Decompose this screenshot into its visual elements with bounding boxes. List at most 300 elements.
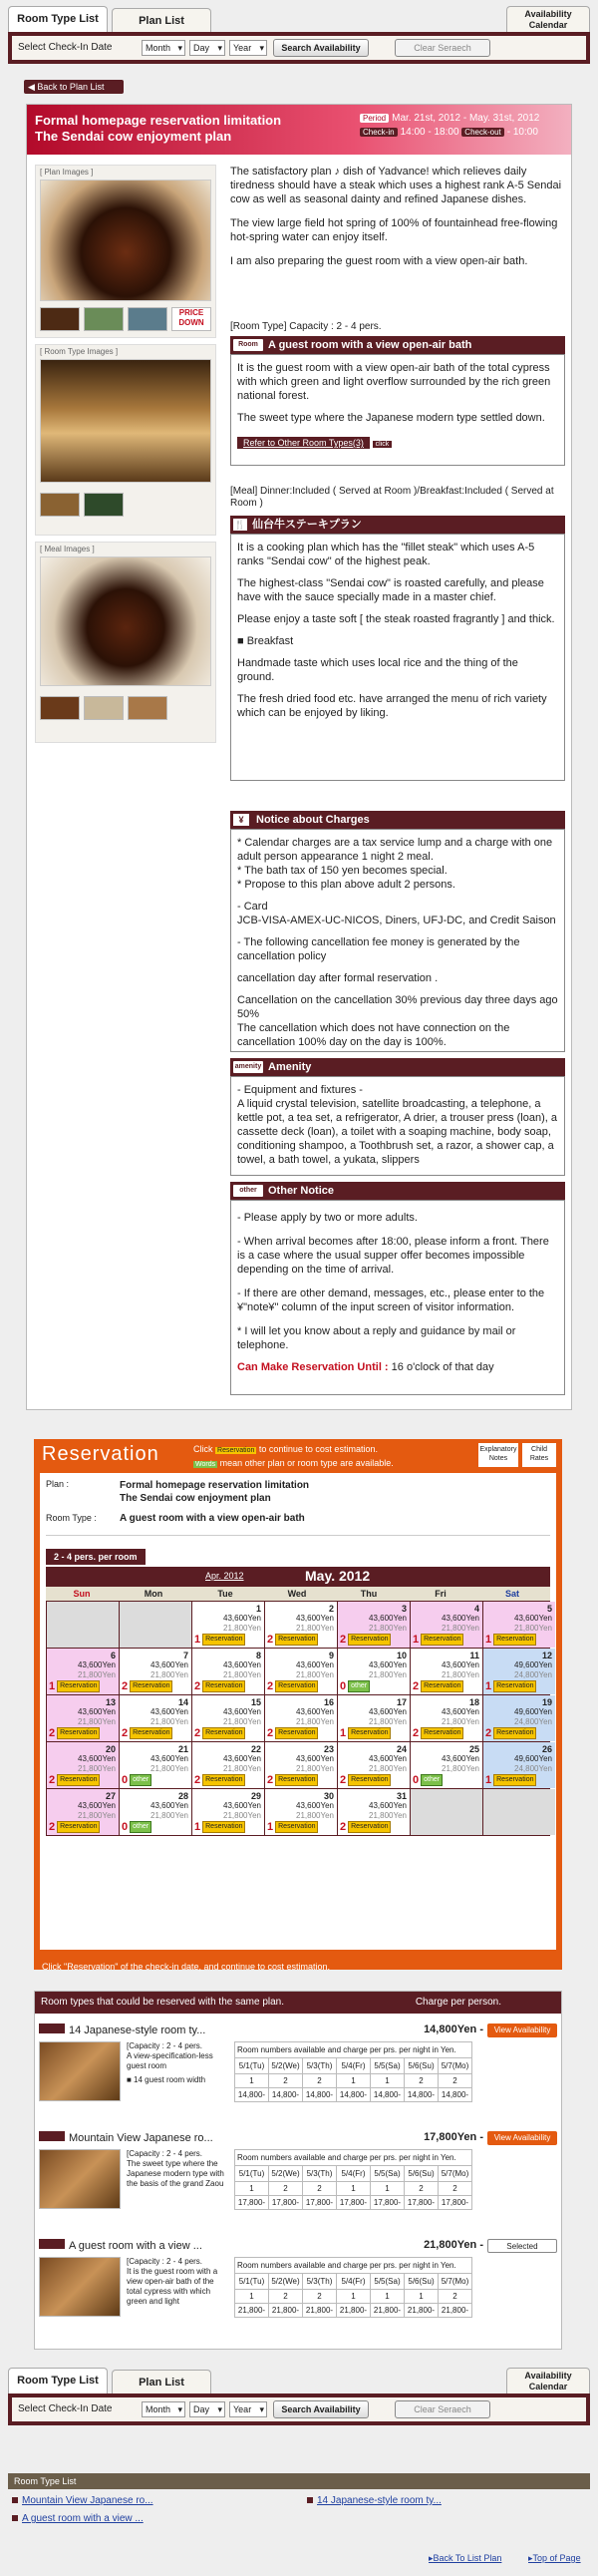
day-number: 29 (250, 1791, 261, 1801)
plan-period: Period Mar. 21st, 2012 - May. 31st, 2012 Check-in 14:00 - 18:00 Check-out - 10:00 (360, 113, 539, 138)
price-adult2: 43,600Yen (369, 1614, 407, 1623)
day-number: 10 (396, 1651, 407, 1660)
room-type-list-title: Room Type List (8, 2473, 590, 2489)
meal-thumb-1[interactable] (40, 696, 80, 720)
rooms-left: 1 (485, 1680, 492, 1692)
calendar-day (411, 1789, 482, 1835)
room-desc: [Capacity : 2 - 4 pers. A view-specification-less guest room ■ 14 guest room width (127, 2041, 213, 2084)
room-thumbnail[interactable] (39, 2041, 121, 2101)
bottom-clear-button[interactable]: Clear Seraech (395, 2400, 490, 2418)
weekday-mon: Mon (144, 1589, 163, 1599)
price-per-person: 21,800Yen (150, 1811, 188, 1820)
calendar-day[interactable] (338, 1602, 410, 1648)
other-available-badge[interactable]: other (130, 1774, 151, 1786)
day-number: 25 (468, 1744, 479, 1754)
bullet-icon (307, 2497, 313, 2503)
other-available-badge[interactable]: other (348, 1680, 370, 1692)
calendar-day[interactable] (483, 1695, 555, 1741)
price-adult2: 43,600Yen (442, 1614, 479, 1623)
room-price: 17,800- (405, 2196, 439, 2210)
rooms-left: 2 (413, 1680, 420, 1692)
search-bar (8, 32, 590, 64)
meal-thumb-2[interactable] (84, 696, 124, 720)
plan-thumb-3[interactable] (128, 307, 167, 331)
rooms-count[interactable]: 2 (439, 2290, 472, 2304)
amenity-notice: - Equipment and fixtures - A liquid crystal television, satellite broadcasting, a telephone, a kettle pot, a tea set, a refrigerator, A drier, a trouser press (loan), a cassette deck (loan), a toilet with a soaping machine, body soap, conditioning shampoo, a Toothbrush set, a razor, a shower cap, a towel, a bath towel, a yukata, slippers (230, 1076, 565, 1176)
room-type-name[interactable]: A guest room with a view ... (39, 2239, 202, 2253)
price-per-person: 21,800Yen (223, 1624, 261, 1633)
room-type-name[interactable]: Mountain View Japanese ro... (39, 2131, 213, 2145)
calendar-day[interactable] (47, 1742, 119, 1788)
price-per-person: 21,800Yen (369, 1624, 407, 1633)
reservation-button[interactable]: Reservation (202, 1821, 245, 1833)
calendar-day[interactable] (411, 1742, 482, 1788)
reservation-button[interactable]: Reservation (493, 1680, 536, 1692)
until-label: Can Make Reservation Until : (237, 1361, 389, 1373)
price-adult2: 43,600Yen (442, 1707, 479, 1716)
child-rates-button[interactable]: Child Rates (522, 1443, 556, 1467)
price-adult2: 43,600Yen (296, 1707, 334, 1716)
plan-header (27, 105, 571, 155)
date-col: 5/6(Su) (405, 2166, 439, 2182)
price-adult2: 43,600Yen (296, 1801, 334, 1810)
price-adult2: 43,600Yen (150, 1660, 188, 1669)
price-per-person: 21,800Yen (369, 1670, 407, 1679)
day-number: 30 (323, 1791, 334, 1801)
rooms-left: 2 (485, 1727, 492, 1739)
room-price: 14,800- (235, 2088, 269, 2102)
date-col: 5/7(Mo) (439, 2274, 472, 2290)
steak-photo[interactable] (40, 180, 211, 301)
reservation-button[interactable]: Reservation (348, 1821, 391, 1833)
weekday-sun: Sun (73, 1589, 91, 1599)
reservation-button[interactable]: Reservation (275, 1727, 318, 1739)
prev-month-link[interactable]: Apr. 2012 (205, 1571, 244, 1581)
room-price: 14,800- (303, 2088, 337, 2102)
price-per-person: 21,800Yen (78, 1670, 116, 1679)
room-thumb-2[interactable] (84, 493, 124, 517)
rooms-count[interactable]: 1 (337, 2290, 371, 2304)
room-images-label: [ Room Type Images ] (40, 347, 119, 356)
rooms-count[interactable]: 2 (439, 2182, 472, 2196)
calendar-day[interactable] (411, 1649, 482, 1694)
room-price: 21,800- (235, 2304, 269, 2318)
rooms-count[interactable]: 1 (371, 2182, 405, 2196)
day-number: 8 (255, 1651, 261, 1660)
rooms-left: 1 (194, 1821, 201, 1833)
date-col: 5/6(Su) (405, 2058, 439, 2074)
other-available-badge[interactable]: other (421, 1774, 443, 1786)
reservation-button[interactable]: Reservation (57, 1680, 100, 1692)
rooms-left: 2 (267, 1680, 274, 1692)
calendar-day[interactable] (192, 1649, 264, 1694)
day-number: 2 (328, 1604, 334, 1614)
price-per-person: 21,800Yen (442, 1624, 479, 1633)
room-price: 17,800- (269, 2196, 303, 2210)
weekday-row (46, 1587, 550, 1601)
rooms-count[interactable]: 1 (405, 2290, 439, 2304)
reservation-button[interactable]: Reservation (493, 1774, 536, 1786)
room-link-14-japanese[interactable]: 14 Japanese-style room ty... (307, 2495, 442, 2506)
calendar-day[interactable] (265, 1742, 337, 1788)
view-availability-button[interactable]: Selected (487, 2239, 557, 2253)
back-to-list-plan-link[interactable]: ▸Back To List Plan (429, 2553, 502, 2563)
calendar-day[interactable] (338, 1742, 410, 1788)
rooms-left: 2 (340, 1821, 347, 1833)
rooms-count[interactable]: 2 (405, 2074, 439, 2088)
reservation-button[interactable]: Reservation (493, 1727, 536, 1739)
rooms-count[interactable]: 1 (235, 2074, 269, 2088)
search-availability-button[interactable]: Search Availability (273, 39, 369, 57)
res-room-type: A guest room with a view open-air bath (120, 1513, 305, 1524)
day-number: 3 (401, 1604, 407, 1614)
view-availability-button[interactable]: View Availability (487, 2131, 557, 2145)
rooms-left: 1 (485, 1774, 492, 1786)
explanatory-notes-button[interactable]: Explanatory Notes (478, 1443, 518, 1467)
calendar-day[interactable] (192, 1789, 264, 1835)
price-adult2: 43,600Yen (223, 1754, 261, 1763)
calendar-day[interactable] (338, 1649, 410, 1694)
reservation-button[interactable]: Reservation (493, 1634, 536, 1646)
arrow-icon: ▸ (429, 2553, 434, 2563)
rooms-left: 2 (122, 1680, 129, 1692)
bottom-search-button[interactable]: Search Availability (273, 2400, 369, 2418)
calendar-day[interactable] (120, 1695, 191, 1741)
price-per-person: 21,800Yen (296, 1764, 334, 1773)
arrow-icon: ▸ (528, 2553, 533, 2563)
meal-photo[interactable] (40, 556, 211, 686)
calendar-day[interactable] (47, 1695, 119, 1741)
rooms-count[interactable]: 2 (269, 2074, 303, 2088)
rooms-left: 2 (413, 1727, 420, 1739)
reservation-button[interactable]: Reservation (202, 1680, 245, 1692)
calendar-day[interactable] (338, 1695, 410, 1741)
price-adult2: 49,600Yen (514, 1660, 552, 1669)
other-notice: - Please apply by two or more adults. - When arrival becomes after 18:00, please inform a front. There is a case where the usual supper offer becomes impossible depending on the time of arrival. - If there are other demand, messages, etc., please enter to the ¥"note¥" column of the input screen of visitor information. * I will let you know about a reply and guidance by mail or telephone. Can Make Reservation Until : 16 o'clock of that day (230, 1200, 565, 1395)
bottom-search-bar (8, 2393, 590, 2425)
bullet-icon (12, 2497, 18, 2503)
rooms-count[interactable]: 1 (337, 2182, 371, 2196)
bottom-tabs (8, 2368, 590, 2393)
date-col: 5/7(Mo) (439, 2058, 472, 2074)
view-availability-button[interactable]: View Availability (487, 2024, 557, 2037)
price-per-person: 21,800Yen (223, 1764, 261, 1773)
rooms-count[interactable]: 2 (269, 2182, 303, 2196)
day-number: 9 (328, 1651, 334, 1660)
price-per-person: 21,800Yen (150, 1717, 188, 1726)
calendar-day[interactable] (265, 1602, 337, 1648)
room-desc: [Capacity : 2 - 4 pers. It is the guest room with a view open-air bath of the total cypress with which green and light (127, 2257, 218, 2306)
rooms-count[interactable]: 2 (303, 2182, 337, 2196)
reservation-button[interactable]: Reservation (348, 1727, 391, 1739)
calendar-day[interactable] (411, 1602, 482, 1648)
date-col: 5/7(Mo) (439, 2166, 472, 2182)
date-col: 5/2(We) (269, 2166, 303, 2182)
calendar-day[interactable] (265, 1695, 337, 1741)
room-type-list (8, 2473, 590, 2543)
room-badge-icon (39, 2131, 65, 2141)
room-availability-table: Room numbers available and charge per prs. per night in Yen. 5/1(Tu) 5/2(We) 5/3(Th) 5/4(Fr) 5/5(Sa) 5/6(Su) 5/7(Mo) 1 2 2 1 1 2 2 17,800- 17,800- 17,800- 17,800- 17,800- 17,800- 17,800- (234, 2149, 472, 2210)
calendar-day[interactable] (265, 1649, 337, 1694)
other-notice-bar: other Other Notice (230, 1182, 565, 1200)
rooms-left: 1 (49, 1680, 56, 1692)
date-col: 5/3(Th) (303, 2274, 337, 2290)
price-adult2: 43,600Yen (150, 1801, 188, 1810)
rooms-left: 1 (340, 1727, 347, 1739)
reservation-button[interactable]: Reservation (57, 1774, 100, 1786)
room-price: 14,800- (439, 2088, 472, 2102)
room-link-mountain[interactable]: Mountain View Japanese ro... (12, 2495, 153, 2506)
price-adult2: 49,600Yen (514, 1707, 552, 1716)
other-room-types-link[interactable]: Refer to Other Room Types(3) (237, 437, 370, 449)
bottom-tab-room-type-list[interactable]: Room Type List (8, 2368, 108, 2393)
month-select[interactable]: Month ▾ (142, 40, 185, 56)
meal-images-label: [ Meal Images ] (40, 545, 95, 553)
calendar-day[interactable] (120, 1649, 191, 1694)
other-tag: other (233, 1185, 263, 1197)
rooms-left: 1 (267, 1821, 274, 1833)
calendar-day[interactable] (192, 1602, 264, 1648)
reservation-button[interactable]: Reservation (421, 1680, 463, 1692)
price-adult2: 43,600Yen (442, 1754, 479, 1763)
reservation-button[interactable]: Reservation (421, 1634, 463, 1646)
price-adult2: 43,600Yen (369, 1801, 407, 1810)
current-month: May. 2012 (305, 1568, 371, 1584)
reservation-button[interactable]: Reservation (348, 1634, 391, 1646)
rooms-count[interactable]: 1 (371, 2074, 405, 2088)
price-adult2: 43,600Yen (369, 1754, 407, 1763)
rooms-count[interactable]: 1 (235, 2290, 269, 2304)
calendar-day[interactable] (47, 1649, 119, 1694)
calendar-day[interactable] (483, 1602, 555, 1648)
amenity-bar: amenity Amenity (230, 1058, 565, 1076)
weekday-sat: Sat (504, 1589, 519, 1599)
bottom-day-select[interactable]: Day ▾ (189, 2401, 225, 2417)
rooms-left: 0 (413, 1774, 420, 1786)
room-type-row (39, 2129, 557, 2235)
plan-images (35, 165, 216, 338)
calendar-day[interactable] (120, 1789, 191, 1835)
price-adult2: 43,600Yen (150, 1754, 188, 1763)
reservation-button[interactable]: Reservation (202, 1727, 245, 1739)
reservation-button[interactable]: Reservation (57, 1821, 100, 1833)
day-number: 13 (105, 1697, 116, 1707)
reservation-button[interactable]: Reservation (275, 1680, 318, 1692)
price-down-thumb[interactable]: PRICE DOWN (171, 307, 211, 331)
bottom-tab-availability[interactable]: Availability Calendar (506, 2368, 590, 2393)
price-per-person: 21,800Yen (78, 1811, 116, 1820)
calendar-day[interactable] (192, 1742, 264, 1788)
rooms-left: 0 (122, 1774, 129, 1786)
rooms-count[interactable]: 1 (235, 2182, 269, 2196)
reservation-button[interactable]: Reservation (348, 1774, 391, 1786)
top-tabs (8, 6, 590, 32)
date-col: 5/5(Sa) (371, 2274, 405, 2290)
room-type-name[interactable]: 14 Japanese-style room ty... (39, 2024, 205, 2037)
calendar-day[interactable] (411, 1695, 482, 1741)
calendar-day[interactable] (47, 1789, 119, 1835)
rooms-count[interactable]: 2 (303, 2074, 337, 2088)
room-type-tag: Room (233, 339, 263, 351)
weekday-fri: Fri (435, 1589, 447, 1599)
price-per-person: 21,800Yen (442, 1764, 479, 1773)
reservation-button[interactable]: Reservation (421, 1727, 463, 1739)
price-per-person: 24,800Yen (514, 1717, 552, 1726)
price-adult2: 43,600Yen (369, 1707, 407, 1716)
calendar-day[interactable] (483, 1649, 555, 1694)
price-per-person: 21,800Yen (369, 1811, 407, 1820)
rooms-count[interactable]: 2 (439, 2074, 472, 2088)
room-availability-table: Room numbers available and charge per prs. per night in Yen. 5/1(Tu) 5/2(We) 5/3(Th) 5/4(Fr) 5/5(Sa) 5/6(Su) 5/7(Mo) 1 2 2 1 1 2 2 14,800- 14,800- 14,800- 14,800- 14,800- 14,800- 14,800- (234, 2041, 472, 2102)
calendar-day[interactable] (120, 1742, 191, 1788)
rooms-left: 2 (340, 1774, 347, 1786)
calendar-header (46, 1567, 550, 1587)
price-adult2: 49,600Yen (514, 1754, 552, 1763)
calendar-day[interactable] (192, 1695, 264, 1741)
meal-thumb-3[interactable] (128, 696, 167, 720)
date-col: 5/2(We) (269, 2274, 303, 2290)
rooms-left: 2 (122, 1727, 129, 1739)
price-adult2: 43,600Yen (223, 1614, 261, 1623)
date-col: 5/6(Su) (405, 2274, 439, 2290)
rooms-count[interactable]: 1 (337, 2074, 371, 2088)
room-price: 14,800- (405, 2088, 439, 2102)
fork-knife-icon: 🍴 (234, 520, 246, 530)
reservation-button[interactable]: Reservation (275, 1821, 318, 1833)
room-badge-icon (39, 2024, 65, 2033)
meal-images (35, 542, 216, 743)
reservation-button[interactable]: Reservation (275, 1634, 318, 1646)
room-types-header: Room types that could be reserved with the same plan. Charge per person. (35, 1992, 561, 2014)
room-type-price: 21,800Yen - (424, 2239, 483, 2251)
calendar-day (483, 1789, 555, 1835)
day-number: 16 (323, 1697, 334, 1707)
plan-thumb-2[interactable] (84, 307, 124, 331)
room-link-open-air[interactable]: A guest room with a view ... (12, 2513, 144, 2524)
amenity-tag: amenity (233, 1061, 263, 1073)
rooms-count[interactable]: 2 (303, 2290, 337, 2304)
until-value: 16 o'clock of that day (391, 1361, 494, 1373)
plan-thumb-1[interactable] (40, 307, 80, 331)
day-number: 18 (468, 1697, 479, 1707)
price-per-person: 21,800Yen (442, 1717, 479, 1726)
date-col: 5/1(Tu) (235, 2274, 269, 2290)
rooms-left: 2 (194, 1774, 201, 1786)
bottom-year-select[interactable]: Year ▾ (229, 2401, 267, 2417)
top-of-page-link[interactable]: ▸Top of Page (528, 2553, 581, 2563)
price-per-person: 21,800Yen (514, 1624, 552, 1633)
year-select[interactable]: Year ▾ (229, 40, 267, 56)
day-number: 19 (541, 1697, 552, 1707)
date-col: 5/4(Fr) (337, 2058, 371, 2074)
rooms-count[interactable]: 2 (269, 2290, 303, 2304)
reservation-hint: Click Reservation to continue to cost estimation. Words mean other plan or room type are available. (193, 1444, 394, 1468)
reservation-button[interactable]: Reservation (130, 1727, 172, 1739)
reservation-button[interactable]: Reservation (57, 1727, 100, 1739)
bottom-checkin-label: Select Check-In Date (18, 2403, 113, 2414)
price-per-person: 21,800Yen (442, 1670, 479, 1679)
back-label: Back to Plan List (37, 82, 105, 92)
reservation-button[interactable]: Reservation (202, 1634, 245, 1646)
back-to-plan-list-button[interactable] (24, 80, 124, 94)
click-badge[interactable]: click (373, 441, 393, 448)
calendar-day[interactable] (483, 1742, 555, 1788)
price-adult2: 43,600Yen (150, 1707, 188, 1716)
rooms-left: 2 (267, 1634, 274, 1646)
tab-room-type-list[interactable]: Room Type List (8, 6, 108, 32)
room-type-row (39, 2022, 557, 2127)
rooms-count[interactable]: 2 (405, 2182, 439, 2196)
room-desc: [Capacity : 2 - 4 pers. The sweet type where the Japanese modern type with the basis of the grand Zaou (127, 2149, 224, 2188)
rooms-left: 2 (194, 1680, 201, 1692)
calendar-day (47, 1602, 119, 1648)
meal-label: [Meal] Dinner:Included ( Served at Room )/Breakfast:Included ( Served at Room ) (230, 486, 554, 509)
room-badge-icon (39, 2239, 65, 2249)
room-thumbnail[interactable] (39, 2149, 121, 2209)
date-col: 5/1(Tu) (235, 2166, 269, 2182)
rooms-left: 2 (49, 1774, 56, 1786)
yen-icon: ¥ (233, 814, 249, 826)
reservation-button[interactable]: Reservation (130, 1680, 172, 1692)
day-number: 26 (541, 1744, 552, 1754)
rooms-left: 2 (267, 1727, 274, 1739)
calendar-day[interactable] (338, 1789, 410, 1835)
price-per-person: 21,800Yen (223, 1717, 261, 1726)
other-available-badge[interactable]: other (130, 1821, 151, 1833)
price-adult2: 43,600Yen (78, 1660, 116, 1669)
plan-title: Formal homepage reservation limitation The Sendai cow enjoyment plan (35, 113, 282, 144)
meal-description: It is a cooking plan which has the "fillet steak" which uses A-5 ranks "Sendai cow" of the highest peak. The highest-class "Sendai cow" is roasted carefully, and please have with the sauce specially made in a master chief. Please enjoy a taste soft [ the steak roasted fragrantly ] and thick. ■ Breakfast Handmade taste which uses local rice and the thing of the ground. The fresh dried food etc. have arranged the menu of rich variety which can be enjoyed by liking. (230, 534, 565, 781)
room-price: 17,800- (303, 2196, 337, 2210)
bottom-tab-plan-list[interactable]: Plan List (112, 2370, 211, 2393)
day-number: 31 (396, 1791, 407, 1801)
reservation-title: Reservation (42, 1443, 159, 1465)
tab-plan-list[interactable]: Plan List (112, 8, 211, 32)
day-select[interactable]: Day ▾ (189, 40, 225, 56)
room-thumbnail[interactable] (39, 2257, 121, 2317)
price-per-person: 21,800Yen (296, 1811, 334, 1820)
plan-intro: The satisfactory plan ♪ dish of Yadvance! which relieves daily tiredness should have a steak which uses a highest rank A-5 Sendai cow as well as seasonal dainty and refined Japanese dishes. The view large field hot spring of 100% of fountainhead free-flowing hot-spring water can enjoy itself. I am also preparing the guest room with a view open-air bath. (230, 166, 562, 267)
rooms-left: 1 (485, 1634, 492, 1646)
persons-per-room-tab[interactable]: 2 - 4 pers. per room (46, 1549, 146, 1565)
reservation-button[interactable]: Reservation (275, 1774, 318, 1786)
room-thumb-1[interactable] (40, 493, 80, 517)
meal-bar: 🍴 仙台牛ステーキプラン (230, 516, 565, 534)
room-type-row (39, 2237, 557, 2343)
day-number: 24 (396, 1744, 407, 1754)
reservation-button[interactable]: Reservation (202, 1774, 245, 1786)
date-col: 5/5(Sa) (371, 2166, 405, 2182)
price-adult2: 43,600Yen (296, 1754, 334, 1763)
clear-search-button[interactable]: Clear Seraech (395, 39, 490, 57)
price-adult2: 43,600Yen (369, 1660, 407, 1669)
room-type-images (35, 344, 216, 536)
bottom-month-select[interactable]: Month ▾ (142, 2401, 185, 2417)
price-per-person: 21,800Yen (223, 1811, 261, 1820)
room-price: 17,800- (371, 2196, 405, 2210)
room-price: 14,800- (337, 2088, 371, 2102)
room-price: 21,800- (269, 2304, 303, 2318)
tab-availability-calendar[interactable]: Availability Calendar (506, 6, 590, 32)
price-adult2: 43,600Yen (296, 1660, 334, 1669)
room-availability-table: Room numbers available and charge per prs. per night in Yen. 5/1(Tu) 5/2(We) 5/3(Th) 5/4(Fr) 5/5(Sa) 5/6(Su) 5/7(Mo) 1 2 2 1 1 1 2 21,800- 21,800- 21,800- 21,800- 21,800- 21,800- 21,800- (234, 2257, 472, 2318)
rooms-count[interactable]: 1 (371, 2290, 405, 2304)
day-number: 7 (182, 1651, 188, 1660)
checkin-label: Select Check-In Date (18, 42, 113, 53)
room-photo[interactable] (40, 359, 211, 483)
price-per-person: 21,800Yen (150, 1764, 188, 1773)
calendar-day[interactable] (265, 1789, 337, 1835)
